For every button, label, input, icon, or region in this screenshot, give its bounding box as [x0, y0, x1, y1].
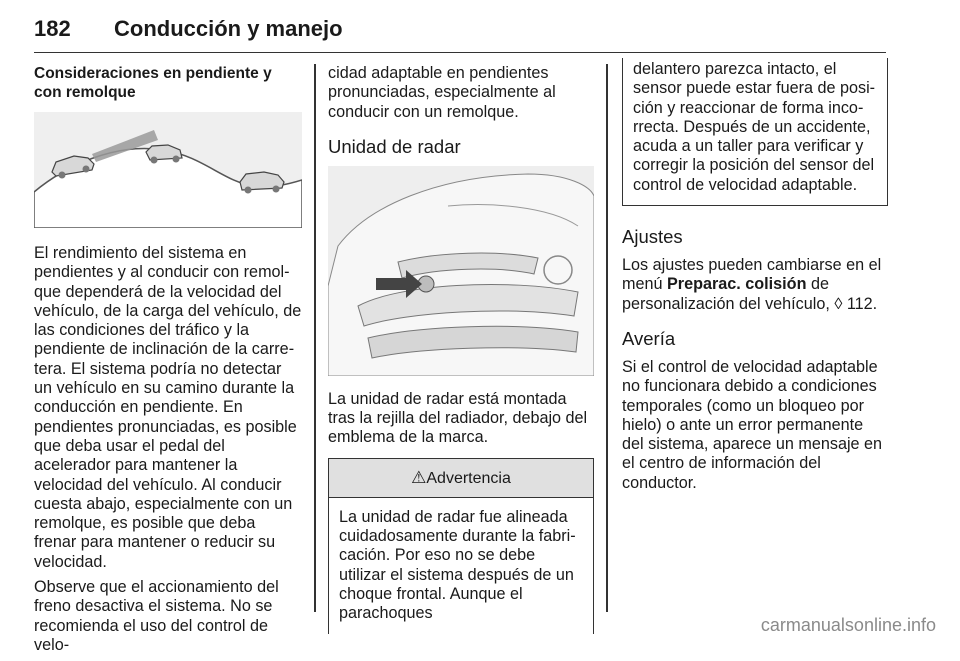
- column-1: [34, 64, 302, 661]
- warning-box-continued: delantero parezca intacto, el sensor puede estar fuera de posición y reaccionar de forma incorrecta. Después de un accidente, acuda a un taller para verificar y corregir la posición del sensor del control de velocidad adaptable.: [622, 58, 888, 206]
- warning-body: La unidad de radar fue alineada cuidadosamente durante la fabricación. Por eso no se debe utilizar el sistema después de un choque frontal. Aunque el parachoques: [339, 507, 576, 623]
- settings-text-post: de personalización del vehículo,: [622, 275, 835, 313]
- radar-location-paragraph: La unidad de radar está montada tras la rejilla del radiador, debajo del emblema de la marca.: [328, 389, 588, 447]
- page-header: [34, 14, 886, 53]
- column-divider-1: [314, 64, 316, 612]
- slope-illustration: [34, 112, 302, 228]
- brake-paragraph: Observe que el accionamiento del freno desactiva el sistema. No se recomienda el uso del control de velo-: [34, 578, 279, 654]
- warning-triangle-icon: ⚠: [411, 467, 427, 487]
- fault-heading: Avería: [622, 327, 676, 349]
- radar-unit-illustration: [328, 166, 594, 376]
- fault-paragraph: Si el control de velocidad adaptable no funcionara debido a condiciones temporales (como un bloqueo por hielo) o ante un error permanente del sistema, aparece un mensaje en el centro de información del conductor.: [622, 357, 883, 492]
- column-3: [622, 60, 888, 499]
- settings-text-pre: Los ajustes pueden cambiarse en el menú: [622, 256, 882, 294]
- page-reference-icon: ◊: [834, 294, 843, 313]
- warning-box: [328, 458, 594, 634]
- radar-unit-heading: Unidad de radar: [328, 135, 461, 157]
- slope-trailer-subheading: Consideraciones en pendiente y con remolque: [34, 65, 272, 101]
- page-reference: 112.: [842, 294, 878, 313]
- settings-paragraph: [622, 256, 888, 314]
- slope-paragraph: El rendimiento del sistema en pendientes y al conducir con remolque dependerá de la velocidad del vehículo, de la carga del vehículo, de las condiciones del tráfico y la pendiente de inclinación de la carretera. El sistema podría no detectar un vehículo en su camino durante la conducción en pendiente. En pendientes pronunciadas, es posible que deba usar el pedal del acelerador para mantener la velocidad del vehículo. Al conducir cuesta abajo, especialmente con un remolque, es posible que deba frenar para mantener o reducir su velocidad.: [34, 244, 302, 571]
- column-divider-2: [606, 64, 608, 612]
- page-number: 182: [34, 16, 71, 41]
- watermark: carmanualsonline.info: [760, 615, 936, 635]
- page-title: Conducción y manejo: [114, 16, 343, 41]
- warning-title: Advertencia: [426, 469, 511, 487]
- slope-paragraph-continued: cidad adaptable en pendientes pronunciadas, especialmente al conducir con un remolque.: [328, 64, 556, 121]
- settings-menu-name: Preparac. colisión: [667, 275, 807, 294]
- column-2: [328, 64, 594, 634]
- settings-heading: Ajustes: [622, 226, 683, 248]
- warning-header: [329, 459, 593, 498]
